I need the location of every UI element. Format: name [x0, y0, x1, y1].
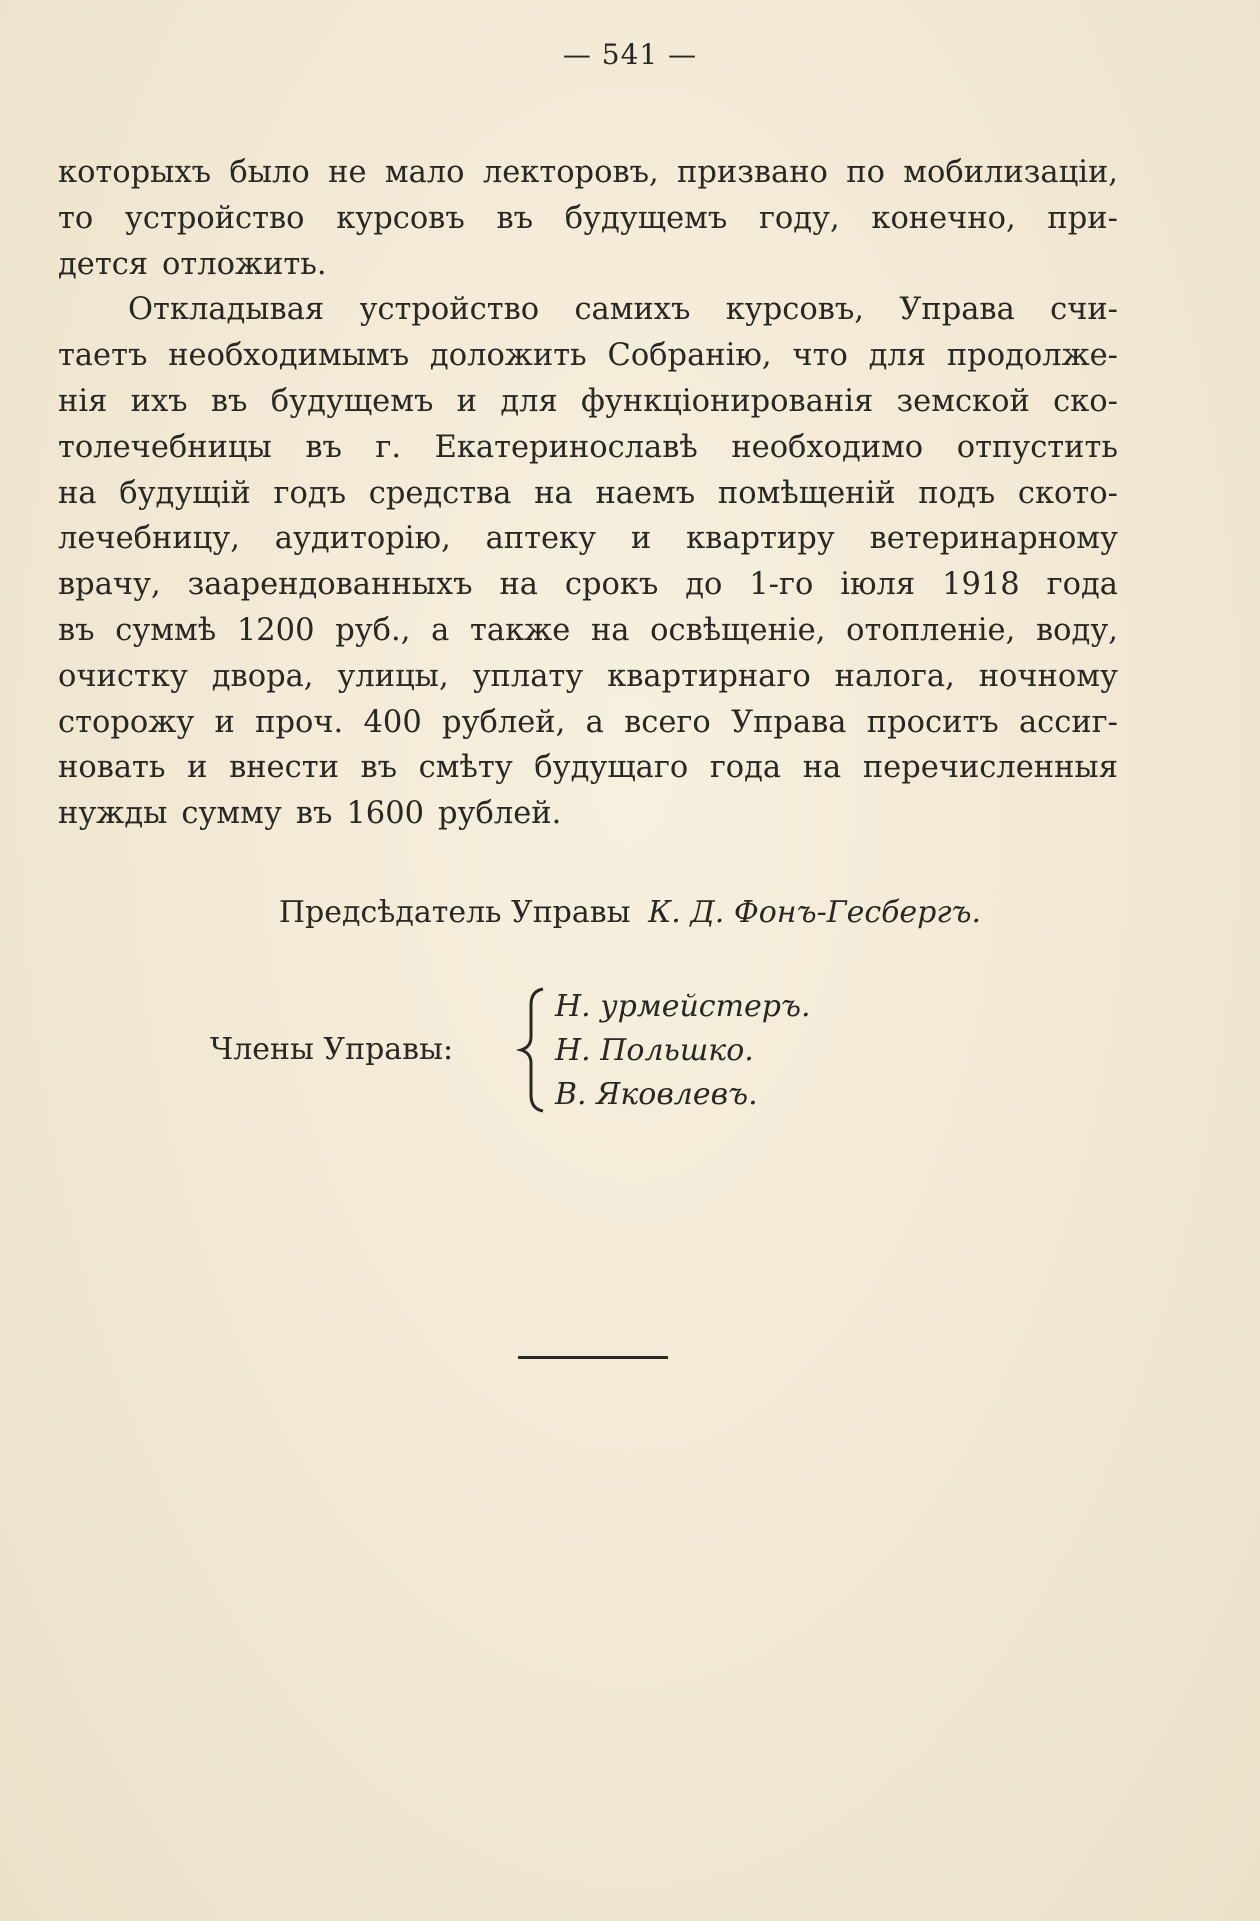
word: при-	[1047, 200, 1118, 236]
text-line	[58, 425, 1118, 471]
word: Откладывая	[128, 292, 325, 328]
word: мобилизаціи,	[903, 155, 1118, 190]
word: на	[802, 750, 842, 786]
word: наемъ	[595, 475, 696, 511]
word: суммѣ	[115, 612, 217, 648]
word: было	[229, 155, 310, 190]
word: будущій	[119, 475, 251, 511]
curly-brace-icon	[513, 987, 553, 1113]
text-line	[58, 287, 1118, 333]
word: аудиторію,	[274, 521, 451, 557]
word: по	[846, 155, 885, 190]
members-label: Члены Управы:	[210, 1032, 454, 1067]
word: толечебницы	[58, 429, 272, 465]
word: улицы,	[337, 658, 449, 694]
word: курсовъ	[336, 200, 465, 236]
text-line	[58, 150, 1118, 196]
word: квартиру	[686, 521, 835, 557]
word: рублей.	[438, 796, 562, 832]
word: земской	[896, 383, 1030, 419]
word: Собранію,	[607, 338, 772, 374]
word: смѣту	[418, 750, 513, 786]
text-line	[58, 654, 1118, 700]
word: ско-	[1053, 383, 1118, 419]
word: Управа	[899, 292, 1015, 328]
word: Управа	[731, 704, 847, 740]
word: уплату	[472, 658, 584, 694]
word: необходимо	[731, 429, 924, 465]
text-line	[58, 516, 1118, 562]
word: въ	[305, 429, 342, 465]
word: квартирнаго	[607, 658, 811, 694]
text-line	[58, 791, 1118, 837]
word: средства	[368, 475, 512, 511]
word: въ	[58, 612, 95, 648]
chairman-title: Предсѣдатель Управы	[278, 895, 631, 930]
word: 1600	[346, 796, 425, 832]
word: курсовъ,	[725, 292, 864, 328]
word: конечно,	[871, 200, 1016, 236]
word: и	[187, 750, 208, 786]
word: ветеринарному	[869, 521, 1118, 557]
word: въ	[360, 750, 398, 786]
word: въ	[295, 796, 333, 832]
word: дется	[58, 246, 149, 282]
word: проч.	[255, 704, 344, 740]
word: года	[709, 750, 782, 786]
word: сторожу	[58, 704, 195, 740]
word: что	[792, 338, 848, 374]
word: ассиг-	[1019, 704, 1118, 740]
text-line	[58, 196, 1118, 242]
word: помѣщеній	[717, 475, 896, 511]
word: года	[1046, 567, 1118, 603]
word: году,	[758, 200, 840, 236]
word: очистку	[58, 658, 188, 694]
word: также	[470, 612, 571, 648]
closing-rule	[518, 1356, 668, 1359]
word: призвано	[677, 155, 828, 190]
word: годъ	[273, 475, 346, 511]
word: будущаго	[534, 750, 689, 786]
word: и	[214, 704, 235, 740]
member-name: Н. Польшко.	[555, 1033, 754, 1068]
word: нія	[58, 383, 108, 419]
word: на	[534, 475, 573, 511]
word: доложить	[429, 338, 587, 374]
word: срокъ	[564, 567, 659, 603]
word: 1918	[942, 567, 1020, 603]
word: іюля	[840, 567, 916, 603]
board-members-block	[210, 985, 910, 1115]
word: для	[868, 338, 927, 374]
word: воду,	[1036, 612, 1118, 648]
text-line	[58, 700, 1118, 746]
word: внести	[229, 750, 339, 786]
word: отложить.	[162, 246, 327, 282]
paragraph-1	[58, 150, 1118, 287]
text-line	[58, 242, 1118, 288]
word: отпустить	[956, 429, 1118, 465]
word: 1200	[236, 612, 315, 648]
word: всего	[624, 704, 711, 740]
word: на	[499, 567, 538, 603]
chairman-name: К. Д. Фонъ-Гесбергъ.	[648, 895, 982, 930]
word: Екатеринославѣ	[434, 429, 698, 465]
word: двора,	[211, 658, 314, 694]
word: до	[685, 567, 723, 603]
text-line	[58, 379, 1118, 425]
word: мало	[384, 155, 465, 190]
word: на	[590, 612, 630, 648]
word: не	[328, 155, 367, 190]
paragraph-2	[58, 287, 1118, 837]
word: сумму	[181, 796, 282, 832]
chairman-signature	[0, 895, 1260, 930]
word: которыхъ	[58, 155, 212, 190]
word: а	[585, 704, 604, 740]
member-name: В. Яковлевъ.	[555, 1077, 758, 1112]
body-text	[58, 150, 1118, 837]
word: ихъ	[130, 383, 188, 419]
word: отопленіе,	[846, 612, 1016, 648]
word: г.	[375, 429, 402, 465]
word: лечебницу,	[58, 521, 240, 557]
word: самихъ	[574, 292, 691, 328]
word: заарендованныхъ	[187, 567, 473, 603]
word: налога,	[834, 658, 955, 694]
word: нужды	[58, 796, 168, 832]
word: перечисленныя	[862, 750, 1118, 786]
word: лекторовъ,	[482, 155, 659, 190]
text-line	[58, 608, 1118, 654]
word: необходимымъ	[168, 338, 410, 374]
word: счи-	[1050, 292, 1118, 328]
word: въ	[496, 200, 534, 236]
word: подъ	[918, 475, 996, 511]
word: ското-	[1017, 475, 1118, 511]
word: на	[58, 475, 97, 511]
word: аптеку	[485, 521, 597, 557]
word: 400	[363, 704, 422, 740]
word: и	[456, 383, 478, 419]
word: то	[58, 200, 94, 236]
word: продолже-	[946, 338, 1118, 374]
word: ночному	[978, 658, 1118, 694]
member-name: Н. урмейстеръ.	[555, 989, 811, 1024]
word: проситъ	[866, 704, 999, 740]
word: 1-го	[749, 567, 814, 603]
text-line	[58, 471, 1118, 517]
word: въ	[210, 383, 248, 419]
word: руб.,	[335, 612, 411, 648]
word: для	[500, 383, 558, 419]
word: и	[630, 521, 652, 557]
word: будущемъ	[564, 200, 728, 236]
text-line	[58, 562, 1118, 608]
text-line	[58, 333, 1118, 379]
word: будущемъ	[270, 383, 434, 419]
word: а	[431, 612, 450, 648]
word: таетъ	[58, 338, 148, 374]
word: освѣщеніе,	[650, 612, 826, 648]
word: новать	[58, 750, 166, 786]
word: устройство	[124, 200, 305, 236]
page-number: — 541 —	[562, 38, 698, 71]
word: врачу,	[58, 567, 161, 603]
word: рублей,	[442, 704, 566, 740]
text-line	[58, 745, 1118, 791]
word: устройство	[359, 292, 540, 328]
word: функціонированія	[581, 383, 874, 419]
member-list	[555, 985, 811, 1117]
